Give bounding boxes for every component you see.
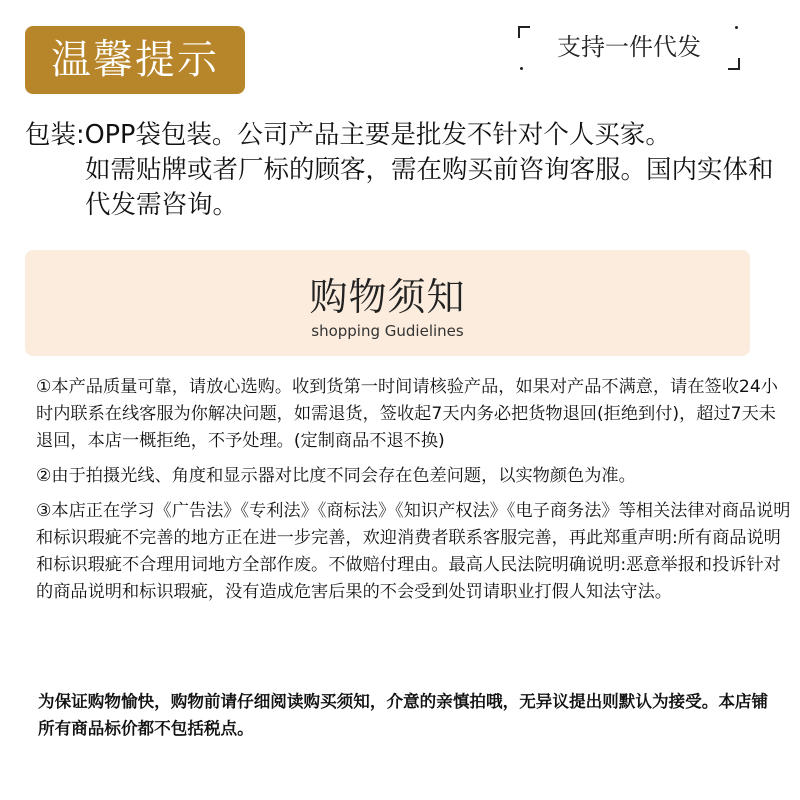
dropship-label [518,18,740,70]
packaging-info [25,118,785,223]
guidelines-subtitle: shopping Gudielines [311,322,464,340]
packaging-line-1: 包装:OPP袋包装。公司产品主要是批发不针对个人买家。 [25,120,671,150]
shopping-guidelines-banner [25,250,750,356]
notice-item-3: ③本店正在学习《广告法》《专利法》《商标法》《知识产权法》《电子商务法》等相关法律对商品说明和标识瑕疵不完善的地方正在进一步完善，欢迎消费者联系客服完善，再此郑重声明:所有商品说明和标识瑕疵不合理用词地方全部作废。不做赔付理由。最高人民法院明确说明:恶意举报和投诉针对的商品说明和标识瑕疵，没有造成危害后果的不会受到处罚请职业打假人知法守法。 [36,501,791,602]
packaging-line-2: 如需贴牌或者厂标的顾客，需在购买前咨询客服。国内实体和代发需咨询。 [85,155,774,220]
notice-list [36,374,791,614]
dot-decoration [520,67,523,70]
guidelines-title: 购物须知 [309,275,466,319]
warm-tip-badge: 温馨提示 [25,26,245,94]
notice-item-2: ②由于拍摄光线、角度和显示器对比度不同会存在色差问题，以实物颜色为准。 [36,466,636,486]
footer-note: 为保证购物愉快，购物前请仔细阅读购买须知，介意的亲慎拍哦，无异议提出则默认为接受。本店铺所有商品标价都不包括税点。 [38,692,769,738]
dropship-text: 支持一件代发 [557,33,701,61]
notice-item-1: ①本产品质量可靠，请放心选购。收到货第一时间请核验产品，如果对产品不满意，请在签收24小时内联系在线客服为你解决问题，如需退货，签收起7天内务必把货物退回(拒绝到付)，超过7天未退回，本店一概拒绝，不予处理。(定制商品不退不换) [36,377,778,451]
